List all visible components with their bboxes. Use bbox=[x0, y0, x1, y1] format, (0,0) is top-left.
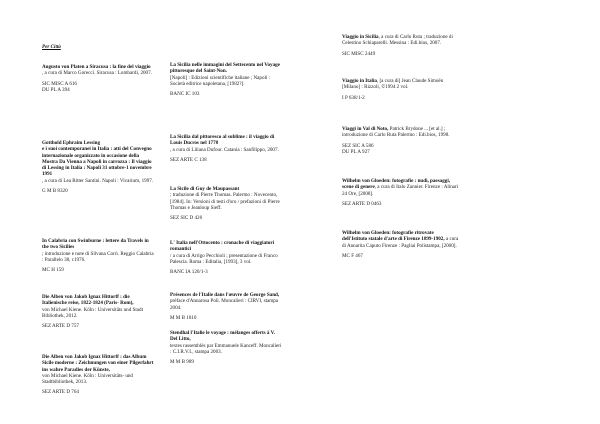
entry-shelfmark: BANC IA 120/1-3 bbox=[170, 269, 208, 276]
entry-shelfmark: SEZ SIC D 426 bbox=[170, 215, 203, 222]
entry-description: textes rassemblés par Emmanuele Kanceff. Moncalieri : C.I.R.V.I., stampa 2003. bbox=[170, 342, 282, 355]
entry-description: , a cura di Liliana Dufour. Catania : Sanfilippo, 2007. bbox=[170, 146, 279, 153]
entry-description: préface d'Annarosa Poli. Moncalieri : CIRVI, stampa 2004. bbox=[170, 298, 279, 311]
entry-description: a cura di Annarita Caputo Firenze : Pagliai Polistampa, [2000]. bbox=[342, 236, 459, 249]
entry-shelfmark: SEZ ARTE C 138 bbox=[170, 156, 207, 163]
entry-shelfmark: SEZ ARTE D 764 bbox=[42, 389, 79, 396]
entry-shelfmark: MC H 159 bbox=[42, 267, 64, 274]
entry-description: , a cura di Carlo Ruta ; traduzione di Celestino Schiaparelli. Messina : Edi.bios, 2007. bbox=[342, 34, 453, 47]
catalog-entry bbox=[170, 134, 282, 163]
entry-shelfmark: M M B 989 bbox=[170, 359, 194, 366]
entry-title: L' Italia nell'Ottocento : cronache di viaggiatori romantici bbox=[170, 240, 275, 253]
catalog-entry bbox=[42, 294, 154, 329]
entry-shelfmark: SIC MISC A 616 DU PL A 394 bbox=[42, 80, 77, 93]
entry-shelfmark: SEZ ARTE D 757 bbox=[42, 323, 79, 330]
entry-title: Viaggio in Italia bbox=[342, 78, 377, 84]
catalog-entry bbox=[42, 354, 154, 396]
entry-title: Die Alben von Jakob Ignaz Hittorff : das Album Sicile moderne : Zeichnungen von einer Pilgerfahrt ins wahre Paradies der Künste, bbox=[42, 354, 154, 373]
entry-shelfmark: M M B 1810 bbox=[170, 314, 197, 321]
entry-title: In Calabria con Swinburne : lettere da Travels in the two Sicilies bbox=[42, 238, 149, 251]
entry-title: La Sicilia nelle immagini del Settecento nel Voyage pittoresque del Saint-Non. bbox=[170, 62, 280, 75]
entry-shelfmark: I P 638/1-2 bbox=[342, 94, 365, 101]
entry-shelfmark: G M B 8320 bbox=[42, 188, 68, 195]
entry-description: ; traduzione di Pierre Thomas. Palermo : Novecento, [1984]. In: Versioni di testi d'oro / prefazioni di Pierre Thomas e Jeanloup Sieff. bbox=[170, 192, 280, 211]
entry-title: Wilhelm von Gloeden: fotografie ritrovate dell'Istituto statale d'arte di Firenze 1899-1902, bbox=[342, 230, 445, 243]
catalog-entry bbox=[342, 34, 460, 57]
catalog-entry bbox=[170, 186, 282, 221]
entry-title: Viaggi in Val di Noto, bbox=[342, 126, 389, 132]
entry-description: Patrick Brydone ... [et al.] ; introduzione di Carlo Ruta Palermo : Edi.bios, 1998. bbox=[342, 126, 450, 139]
entry-shelfmark: BANC IC 103 bbox=[170, 91, 200, 98]
catalog-entry bbox=[170, 240, 282, 275]
entry-description: von Michael Kiene. Köln : Universitäts und Stadt Bibliothek, 2012. bbox=[42, 306, 144, 319]
entry-description: , [a cura di] Jean Claude Simoën [Milano] : Rizzoli, ©1994 2 vol. bbox=[342, 78, 444, 91]
entry-title: Wilhelm von Gloeden: fotografie : nudi, paesaggi, scene di genere bbox=[342, 178, 451, 191]
entry-title: Die Alben von Jakob Ignaz Hittorff : die Italienische reise, 1822-1824 (Paris- Rom), bbox=[42, 294, 134, 307]
entry-title: Stendhal l'Italie le voyage : mélanges offerts à V. Del Litto, bbox=[170, 330, 275, 343]
entry-title: La Sicilia dal pittoresco al sublime : il viaggio di Louis Ducros nel 1778 bbox=[170, 134, 275, 147]
entry-shelfmark: MC F 467 bbox=[342, 252, 363, 259]
catalog-entry bbox=[170, 292, 282, 321]
entry-shelfmark: SIC MISC 2449 bbox=[342, 50, 376, 57]
entry-description: , a cura di Lea Ritter Santini. Napoli : Vivarium, 1997. bbox=[42, 177, 154, 184]
catalog-entry bbox=[42, 64, 154, 93]
entry-title: Gotthold Ephraim Lessing e i suoi contemporanei in Italia : atti del Convegno internazionale organizzato in occasione della Mostra Da Vienna a Napoli in carrozza : Il viaggio di Lessing in Italia : Napoli 31 ottobre-1 novembre 1991 bbox=[42, 140, 152, 178]
catalog-entry bbox=[342, 78, 460, 101]
entry-shelfmark: SEZ SIC A 586 DU PL A 927 bbox=[342, 142, 374, 155]
catalog-entry bbox=[342, 230, 460, 259]
catalog-entry bbox=[42, 238, 154, 273]
entry-title: Viaggio in Sicilia bbox=[342, 34, 379, 40]
entry-description: [Napoli] : Edizioni scientifiche italiane ; Napoli : Società editrice napoletana, [1982?]. bbox=[170, 74, 271, 87]
entry-description: / a cura di Arrigo Pecchioli ; presentazione di Franco Palescia. Roma : Editalia, [1993], 3 vol. bbox=[170, 252, 278, 265]
catalog-entry bbox=[170, 330, 282, 365]
entry-description: , a cura di Marco Gorecci. Siracusa : Lombardi, 2007. bbox=[42, 70, 152, 77]
entry-shelfmark: SEZ ARTE D 0463 bbox=[342, 200, 382, 207]
entry-title: Présences de l'Italie dans l'œuvre de George Sand, bbox=[170, 292, 280, 298]
entry-description: ; introduzione e note di Silvana Corrì. Reggio Calabria : Parallelo 38, c1976. bbox=[42, 250, 154, 263]
catalog-entry bbox=[342, 126, 460, 155]
entry-title: Augusto von Platen a Siracusa : la fine del viaggio bbox=[42, 64, 151, 70]
catalog-entry bbox=[170, 62, 282, 97]
entry-description: , a cura di Italo Zannier. Firenze : Alinari 24 Ore, [2008]. bbox=[342, 184, 459, 197]
catalog-entry bbox=[42, 140, 154, 194]
catalog-entry bbox=[342, 178, 460, 207]
entry-title: La Sicile di Guy de Maupassant bbox=[170, 186, 240, 192]
section-title: Per Città bbox=[42, 44, 61, 50]
entry-description: von Michael Kiene. Köln : Universitäts- und Stadtbibliothek, 2013. bbox=[42, 372, 133, 386]
